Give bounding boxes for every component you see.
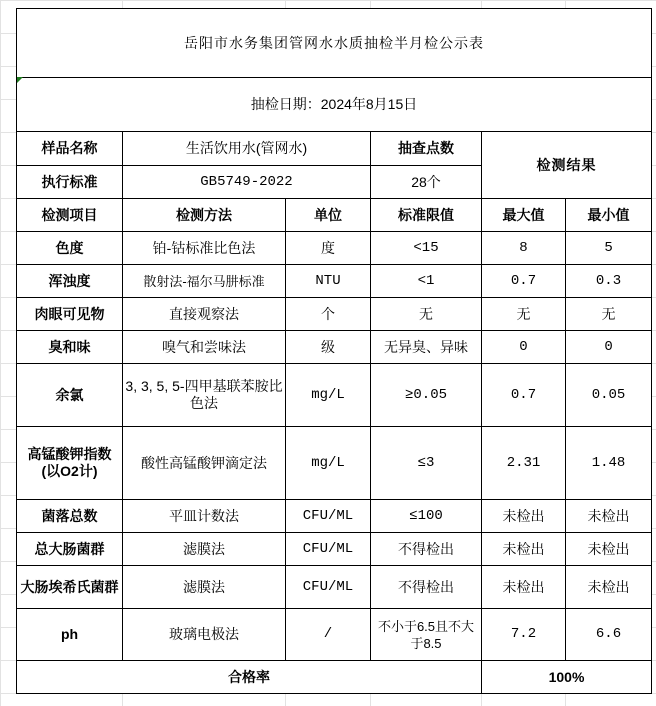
cell-min[interactable]: 0.05 — [566, 364, 652, 427]
pass-rate-value[interactable]: 100% — [482, 661, 652, 694]
cell-max[interactable]: 2.31 — [482, 427, 566, 500]
cell-min[interactable]: 0 — [566, 331, 652, 364]
table-row — [17, 265, 652, 298]
cell-limit[interactable]: ≤3 — [371, 427, 482, 500]
cell-max[interactable]: 未检出 — [482, 500, 566, 533]
cell-unit[interactable]: 个 — [286, 298, 371, 331]
sample-points-value[interactable]: 28个 — [371, 166, 482, 199]
sample-name-label[interactable]: 样品名称 — [17, 132, 123, 166]
cell-limit[interactable]: 无 — [371, 298, 482, 331]
col-header-method[interactable]: 检测方法 — [123, 199, 286, 232]
cell-min[interactable]: 1.48 — [566, 427, 652, 500]
cell-item[interactable]: 色度 — [17, 232, 123, 265]
cell-min[interactable]: 未检出 — [566, 500, 652, 533]
cell-item[interactable]: 肉眼可见物 — [17, 298, 123, 331]
cell-method[interactable]: 直接观察法 — [123, 298, 286, 331]
cell-comment-marker-icon — [17, 77, 23, 83]
summary-row — [17, 661, 652, 694]
cell-min[interactable]: 5 — [566, 232, 652, 265]
cell-item[interactable]: 菌落总数 — [17, 500, 123, 533]
cell-unit[interactable]: CFU/ML — [286, 533, 371, 566]
cell-method[interactable]: 滤膜法 — [123, 533, 286, 566]
cell-limit[interactable]: 无异臭、异味 — [371, 331, 482, 364]
cell-max[interactable]: 0.7 — [482, 265, 566, 298]
cell-item[interactable]: 大肠埃希氏菌群 — [17, 566, 123, 609]
cell-unit[interactable]: NTU — [286, 265, 371, 298]
cell-unit[interactable]: mg/L — [286, 427, 371, 500]
cell-item[interactable]: 高锰酸钾指数(以O2计) — [17, 427, 123, 500]
cell-min[interactable]: 6.6 — [566, 609, 652, 661]
cell-unit[interactable]: CFU/ML — [286, 566, 371, 609]
cell-method[interactable]: 嗅气和尝味法 — [123, 331, 286, 364]
cell-limit[interactable]: 不得检出 — [371, 533, 482, 566]
table-row — [17, 232, 652, 265]
table-row — [17, 298, 652, 331]
cell-limit[interactable]: ≥0.05 — [371, 364, 482, 427]
table-row — [17, 609, 652, 661]
cell-max[interactable]: 0 — [482, 331, 566, 364]
cell-max[interactable]: 未检出 — [482, 566, 566, 609]
cell-method[interactable]: 滤膜法 — [123, 566, 286, 609]
table-row — [17, 533, 652, 566]
cell-method[interactable]: 铂-钴标准比色法 — [123, 232, 286, 265]
cell-item[interactable]: 总大肠菌群 — [17, 533, 123, 566]
water-quality-sheet — [16, 8, 651, 694]
cell-min[interactable]: 0.3 — [566, 265, 652, 298]
table-row — [17, 364, 652, 427]
page-title[interactable]: 岳阳市水务集团管网水水质抽检半月检公示表 — [17, 9, 652, 78]
cell-item[interactable]: 浑浊度 — [17, 265, 123, 298]
table-row — [17, 331, 652, 364]
cell-max[interactable]: 7.2 — [482, 609, 566, 661]
cell-item[interactable]: 臭和味 — [17, 331, 123, 364]
info-row-sample — [17, 132, 652, 166]
cell-limit[interactable]: 不得检出 — [371, 566, 482, 609]
cell-unit[interactable]: 级 — [286, 331, 371, 364]
cell-max[interactable]: 无 — [482, 298, 566, 331]
column-header-row — [17, 199, 652, 232]
cell-limit[interactable]: ≤100 — [371, 500, 482, 533]
cell-method[interactable]: 散射法-福尔马肼标准 — [123, 265, 286, 298]
col-header-item[interactable]: 检测项目 — [17, 199, 123, 232]
cell-item[interactable]: ph — [17, 609, 123, 661]
table-row — [17, 427, 652, 500]
standard-label[interactable]: 执行标准 — [17, 166, 123, 199]
results-header[interactable]: 检测结果 — [482, 132, 652, 199]
cell-limit[interactable]: <15 — [371, 232, 482, 265]
table-row — [17, 500, 652, 533]
cell-unit[interactable]: 度 — [286, 232, 371, 265]
cell-min[interactable]: 未检出 — [566, 533, 652, 566]
cell-item[interactable]: 余氯 — [17, 364, 123, 427]
cell-max[interactable]: 未检出 — [482, 533, 566, 566]
cell-unit[interactable]: / — [286, 609, 371, 661]
cell-method[interactable]: 平皿计数法 — [123, 500, 286, 533]
cell-max[interactable]: 0.7 — [482, 364, 566, 427]
pass-rate-label[interactable]: 合格率 — [17, 661, 482, 694]
date-row — [17, 78, 652, 132]
cell-limit[interactable]: 不小于6.5且不大于8.5 — [371, 609, 482, 661]
table-row — [17, 566, 652, 609]
cell-min[interactable]: 未检出 — [566, 566, 652, 609]
cell-unit[interactable]: CFU/ML — [286, 500, 371, 533]
cell-method[interactable]: 玻璃电极法 — [123, 609, 286, 661]
water-quality-table — [16, 8, 652, 694]
col-header-max[interactable]: 最大值 — [482, 199, 566, 232]
sample-date[interactable]: 抽检日期：2024年8月15日 — [17, 78, 652, 132]
sample-points-label[interactable]: 抽查点数 — [371, 132, 482, 166]
title-row — [17, 9, 652, 78]
cell-method[interactable]: 酸性高锰酸钾滴定法 — [123, 427, 286, 500]
cell-method[interactable]: 3, 3, 5, 5-四甲基联苯胺比色法 — [123, 364, 286, 427]
cell-max[interactable]: 8 — [482, 232, 566, 265]
cell-limit[interactable]: <1 — [371, 265, 482, 298]
col-header-min[interactable]: 最小值 — [566, 199, 652, 232]
standard-value[interactable]: GB5749-2022 — [123, 166, 371, 199]
col-header-limit[interactable]: 标准限值 — [371, 199, 482, 232]
cell-unit[interactable]: mg/L — [286, 364, 371, 427]
sample-name-value[interactable]: 生活饮用水(管网水) — [123, 132, 371, 166]
col-header-unit[interactable]: 单位 — [286, 199, 371, 232]
cell-min[interactable]: 无 — [566, 298, 652, 331]
